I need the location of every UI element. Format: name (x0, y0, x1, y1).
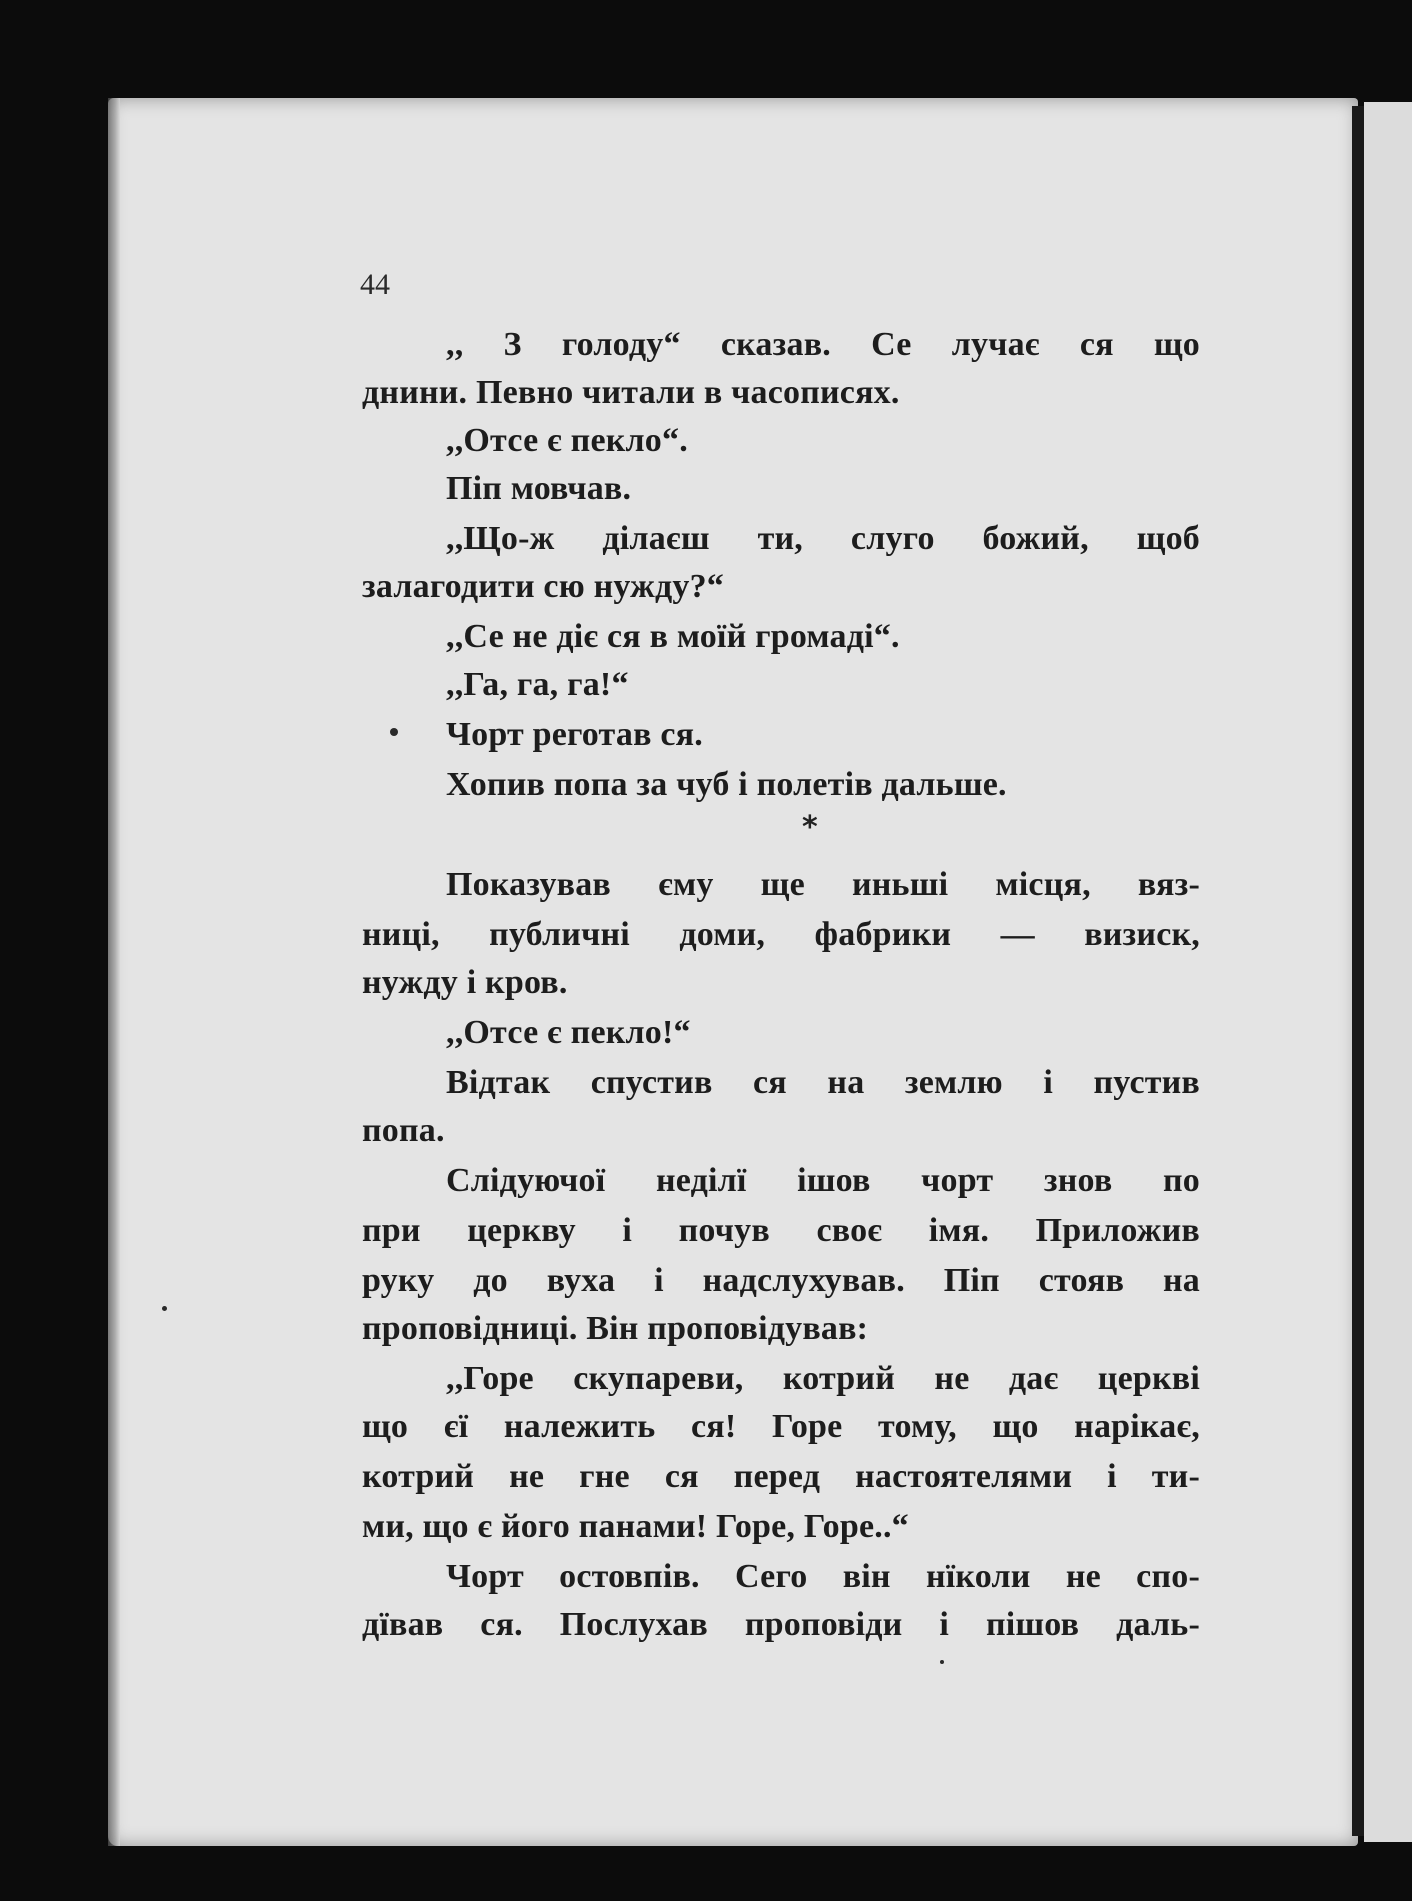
text-line-16: попа. (362, 1112, 445, 1149)
text-line-18: при церкву і почув своє імя. Приложив (362, 1212, 1200, 1249)
text-line-24: ми, що є його панами! Горе, Горе..“ (362, 1508, 909, 1545)
text-line-1: ,, З голоду“ сказав. Се лучає ся що (446, 326, 1200, 363)
text-line-25: Чорт остовпів. Сего він нїколи не спо- (446, 1558, 1200, 1595)
margin-speck (390, 728, 398, 736)
text-line-3: ,,Отсе є пекло“. (446, 422, 688, 459)
section-asterisk: * (802, 810, 818, 845)
text-line-22: що єї належить ся! Горе тому, що нарікає, (362, 1408, 1200, 1445)
text-line-10: Хопив попа за чуб і полетів дальше. (446, 766, 1007, 803)
text-line-4: Піп мовчав. (446, 470, 632, 507)
text-line-12: ниці, публичні доми, фабрики — визиск, (362, 916, 1200, 953)
text-line-13: нужду і кров. (362, 964, 568, 1001)
text-line-7: ,,Се не діє ся в моїй громаді“. (446, 618, 900, 655)
text-line-23: котрий не гне ся перед настоятелями і ти- (362, 1458, 1200, 1495)
text-line-5: ,,Що-ж ділаєш ти, слуго божий, щоб (446, 520, 1200, 557)
text-line-11: Показував єму ще иньші місця, вяз- (446, 866, 1200, 903)
next-page-edge (1364, 102, 1412, 1842)
page-binding-edge (108, 98, 120, 1846)
text-line-2: днини. Певно читали в часописях. (362, 374, 900, 411)
page-speck (940, 1660, 944, 1664)
page-number: 44 (360, 268, 390, 301)
text-line-17: Слідуючої неділї ішов чорт знов по (446, 1162, 1200, 1199)
text-line-19: руку до вуха і надслухував. Піп стояв на (362, 1262, 1200, 1299)
text-line-6: залагодити сю нужду?“ (362, 568, 724, 605)
text-line-15: Відтак спустив ся на землю і пустив (446, 1064, 1200, 1101)
text-line-26: дївав ся. Послухав проповіди і пішов даль- (362, 1606, 1200, 1643)
text-line-20: проповідниці. Він проповідував: (362, 1310, 869, 1347)
margin-speck (162, 1306, 167, 1311)
text-line-9: Чорт реготав ся. (446, 716, 703, 753)
text-line-8: ,,Га, га, га!“ (446, 666, 629, 703)
page-gutter-shadow (1352, 106, 1364, 1836)
text-line-21: ,,Горе скупареви, котрий не дає церкві (446, 1360, 1200, 1397)
text-line-14: ,,Отсе є пекло!“ (446, 1014, 691, 1051)
